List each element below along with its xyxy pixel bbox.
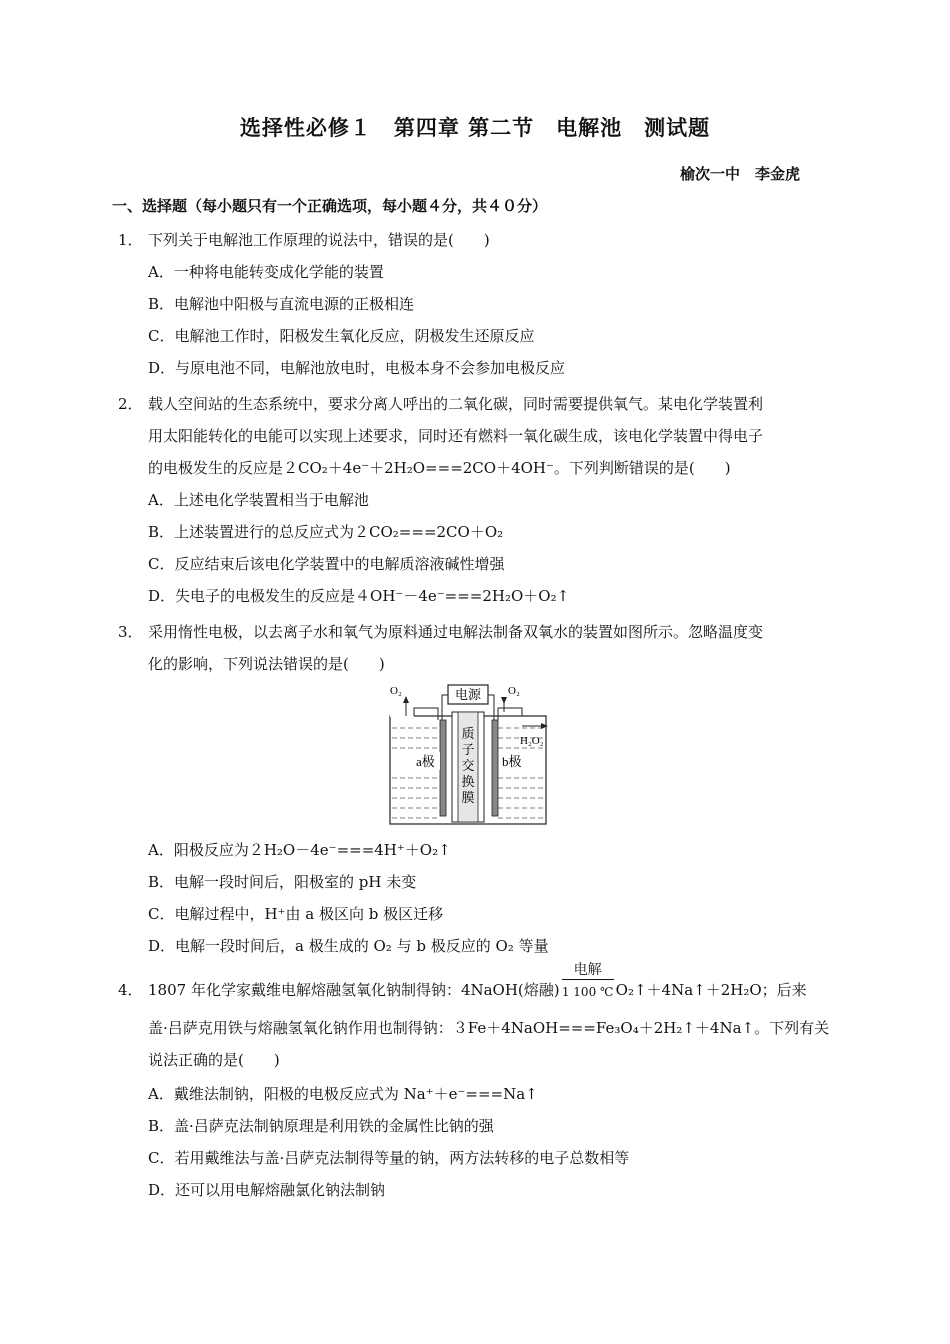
q3-option-a: A．阳极反应为２H₂O－4e⁻===4H⁺＋O₂↑ (148, 841, 451, 859)
q3-number: 3． (118, 623, 143, 641)
condition-top: 电解 (573, 962, 602, 978)
q3-stem-line1: 采用惰性电极，以去离子水和氧气为原料通过电解法制备双氧水的装置如图所示。忽略温度变 (148, 623, 764, 641)
svg-text:子: 子 (461, 742, 475, 757)
q1-option-d: D．与原电池不同，电解池放电时，电极本身不会参加电极反应 (148, 359, 566, 377)
q3-option-c: C．电解过程中，H⁺由 a 极区向 b 极区迁移 (148, 905, 444, 923)
q1-option-a: A．一种将电能转变成化学能的装置 (148, 263, 384, 281)
svg-text:质: 质 (461, 726, 475, 741)
q4-option-a: A．戴维法制钠，阳极的电极反应式为 Na⁺＋e⁻===Na↑ (148, 1085, 538, 1103)
o2-inlet-label: O₂ (390, 685, 402, 697)
author-line: 榆次一中 李金虎 (679, 165, 800, 183)
h2o2-label: H₂O₂ (520, 735, 544, 747)
q1-number: 1． (118, 231, 143, 249)
outlet-arrow (541, 723, 548, 729)
power-label: 电源 (454, 687, 482, 702)
q4-stem-line1 (148, 962, 807, 1000)
q3-option-d: D．电解一段时间后，a 极生成的 O₂ 与 b 极反应的 O₂ 等量 (148, 937, 549, 955)
section-heading: 一、选择题（每小题只有一个正确选项，每小题４分，共４０分） (112, 197, 548, 215)
q2-number: 2． (118, 395, 143, 413)
b-pole-label: b极 (502, 754, 522, 769)
o2-right-label: O₂ (508, 685, 520, 697)
q4-stem-part1: 1807 年化学家戴维电解熔融氢氧化钠制得钠：4NaOH(熔融) (148, 981, 560, 999)
electrode-a (440, 720, 446, 816)
q1-option-c: C．电解池工作时，阳极发生氧化反应，阴极发生还原反应 (148, 327, 535, 345)
q4-stem-line2: 盖·吕萨克用铁与熔融氢氧化钠作用也制得钠：３Fe＋4NaOH===Fe₃O₄＋2H₂↑＋4Na↑。下列有关 (148, 1019, 830, 1037)
reaction-condition (560, 962, 616, 1000)
q4-number: 4． (118, 981, 143, 999)
q2-stem-line3: 的电极发生的反应是２CO₂＋4e⁻＋2H₂O===2CO＋4OH⁻。下列判断错误的是( ) (148, 459, 731, 477)
svg-text:交: 交 (461, 758, 475, 773)
q4-stem-line3: 说法正确的是( ) (148, 1051, 280, 1069)
q2-stem-line1: 载人空间站的生态系统中，要求分离人呼出的二氧化碳，同时需要提供氧气。某电化学装置利 (148, 395, 764, 413)
arrow-down-right (501, 697, 507, 704)
condition-bottom: 1 100 ℃ (561, 985, 614, 999)
q2-option-a: A．上述电化学装置相当于电解池 (148, 491, 369, 509)
q2-option-b: B．上述装置进行的总反应式为２CO₂===2CO＋O₂ (148, 523, 504, 541)
q2-option-c: C．反应结束后该电化学装置中的电解质溶液碱性增强 (148, 555, 505, 573)
q4-option-c: C．若用戴维法与盖·吕萨克法制得等量的钠，两方法转移的电子总数相等 (148, 1149, 630, 1167)
a-pole-label: a极 (416, 754, 435, 769)
q1-stem: 下列关于电解池工作原理的说法中，错误的是( ) (148, 231, 490, 249)
electrolysis-diagram (388, 682, 550, 826)
page-title: 选择性必修１ 第四章 第二节 电解池 测试题 (239, 116, 711, 140)
q2-stem-line2: 用太阳能转化的电能可以实现上述要求，同时还有燃料一氧化碳生成，该电化学装置中得电子 (148, 427, 764, 445)
q3-option-b: B．电解一段时间后，阳极室的 pH 未变 (148, 873, 417, 891)
electrode-b (492, 720, 498, 816)
svg-text:膜: 膜 (461, 790, 475, 805)
q2-option-d: D．失电子的电极发生的反应是４OH⁻－4e⁻===2H₂O＋O₂↑ (148, 587, 570, 605)
q3-stem-line2: 化的影响，下列说法错误的是( ) (148, 655, 385, 673)
q1-option-b: B．电解池中阳极与直流电源的正极相连 (148, 295, 415, 313)
arrow-up-left (403, 696, 409, 703)
q4-stem-part2: O₂↑＋4Na↑＋2H₂O；后来 (615, 981, 807, 999)
svg-text:换: 换 (461, 774, 475, 789)
q4-option-d: D．还可以用电解熔融氯化钠法制钠 (148, 1181, 386, 1199)
q4-option-b: B．盖·吕萨克法制钠原理是利用铁的金属性比钠的强 (148, 1117, 494, 1135)
